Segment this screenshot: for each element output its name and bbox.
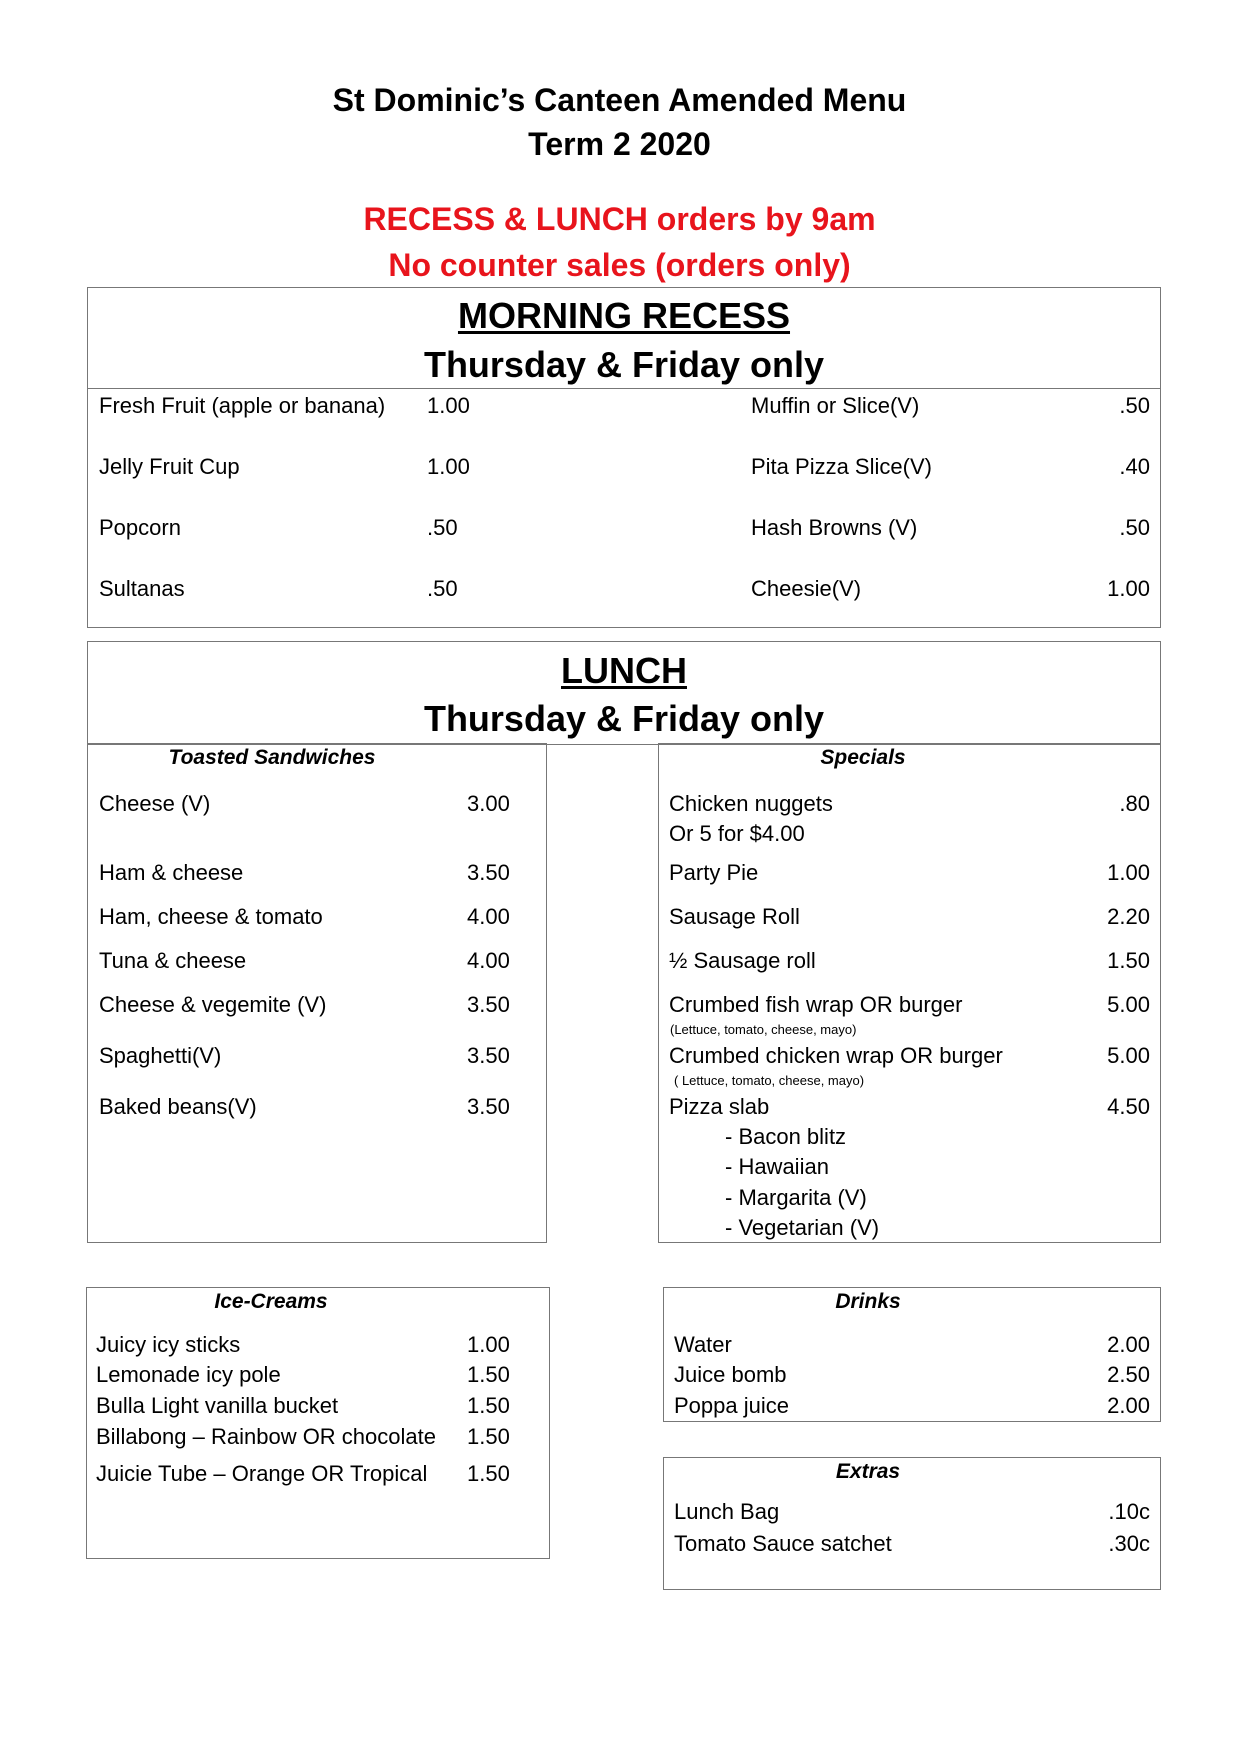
recess-price: 1.00 — [427, 454, 470, 479]
recess-price: 1.00 — [427, 393, 470, 418]
toasted-price: 4.00 — [467, 948, 510, 973]
counter-notice: No counter sales (orders only) — [388, 247, 851, 283]
icecream-price: 1.50 — [467, 1393, 510, 1418]
extra-price: .10c — [1108, 1499, 1150, 1524]
toasted-price: 3.50 — [467, 860, 510, 885]
order-notice: RECESS & LUNCH orders by 9am — [363, 201, 876, 237]
toasted-item: Ham & cheese — [99, 860, 244, 885]
specials-item: ½ Sausage roll — [669, 948, 816, 973]
recess-item: Hash Browns (V) — [751, 515, 918, 540]
drink-item: Poppa juice — [674, 1393, 789, 1418]
toasted-heading: Toasted Sandwiches — [168, 746, 376, 769]
toasted-item: Spaghetti(V) — [99, 1043, 222, 1068]
recess-item: Fresh Fruit (apple or banana) — [99, 393, 386, 418]
toasted-price: 4.00 — [467, 904, 510, 929]
extra-item: Lunch Bag — [674, 1499, 780, 1524]
specials-price: 4.50 — [1107, 1094, 1150, 1119]
icecream-item: Juicie Tube – Orange OR Tropical — [96, 1461, 428, 1486]
pizza-option: - Margarita (V) — [725, 1185, 867, 1210]
toasted-item: Ham, cheese & tomato — [99, 904, 323, 929]
recess-item: Pita Pizza Slice(V) — [751, 454, 932, 479]
drinks-heading: Drinks — [835, 1290, 901, 1313]
toasted-item: Baked beans(V) — [99, 1094, 257, 1119]
icecream-price: 1.00 — [467, 1332, 510, 1357]
specials-price: 5.00 — [1107, 992, 1150, 1017]
recess-item: Popcorn — [99, 515, 181, 540]
icecream-item: Lemonade icy pole — [96, 1362, 281, 1387]
drink-price: 2.50 — [1107, 1362, 1150, 1387]
specials-price: 2.20 — [1107, 904, 1150, 929]
recess-price: .50 — [427, 576, 458, 601]
toasted-price: 3.50 — [467, 992, 510, 1017]
drink-item: Juice bomb — [674, 1362, 787, 1387]
recess-item: Muffin or Slice(V) — [751, 393, 920, 418]
recess-price: .50 — [427, 515, 458, 540]
icecream-price: 1.50 — [467, 1424, 510, 1449]
specials-item-note: (Lettuce, tomato, cheese, mayo) — [670, 1022, 857, 1037]
icecream-item: Billabong – Rainbow OR chocolate — [96, 1424, 436, 1449]
recess-days: Thursday & Friday only — [423, 344, 825, 385]
toasted-item: Tuna & cheese — [99, 948, 247, 973]
lunch-title: LUNCH — [561, 650, 687, 691]
specials-item-note: ( Lettuce, tomato, cheese, mayo) — [674, 1073, 865, 1088]
specials-price: .80 — [1119, 791, 1150, 816]
specials-price: 5.00 — [1107, 1043, 1150, 1068]
specials-item: Crumbed fish wrap OR burger — [669, 992, 963, 1017]
pizza-option: - Vegetarian (V) — [725, 1215, 880, 1240]
specials-heading: Specials — [820, 746, 906, 769]
lunch-days: Thursday & Friday only — [423, 698, 825, 739]
specials-item: Sausage Roll — [669, 904, 800, 929]
recess-price: .50 — [1119, 515, 1150, 540]
icecreams-heading: Ice-Creams — [214, 1290, 328, 1313]
page-title: St Dominic’s Canteen Amended Menu — [332, 82, 907, 118]
toasted-price: 3.50 — [467, 1043, 510, 1068]
recess-item: Jelly Fruit Cup — [99, 454, 240, 479]
extra-item: Tomato Sauce satchet — [674, 1531, 892, 1556]
recess-price: .50 — [1119, 393, 1150, 418]
drink-item: Water — [674, 1332, 732, 1357]
drink-price: 2.00 — [1107, 1332, 1150, 1357]
specials-price: 1.00 — [1107, 860, 1150, 885]
specials-item: Party Pie — [669, 860, 759, 885]
specials-price: 1.50 — [1107, 948, 1150, 973]
extras-heading: Extras — [835, 1460, 901, 1483]
icecream-price: 1.50 — [467, 1362, 510, 1387]
specials-item: Chicken nuggets — [669, 791, 833, 816]
recess-price: .40 — [1119, 454, 1150, 479]
icecream-item: Juicy icy sticks — [96, 1332, 241, 1357]
toasted-price: 3.00 — [467, 791, 510, 816]
specials-item: Pizza slab — [669, 1094, 770, 1119]
pizza-option: - Hawaiian — [725, 1154, 829, 1179]
icecream-price: 1.50 — [467, 1461, 510, 1486]
pizza-option: - Bacon blitz — [725, 1124, 847, 1149]
recess-item: Cheesie(V) — [751, 576, 862, 601]
toasted-item: Cheese (V) — [99, 791, 211, 816]
toasted-item: Cheese & vegemite (V) — [99, 992, 327, 1017]
toasted-price: 3.50 — [467, 1094, 510, 1119]
specials-item: Crumbed chicken wrap OR burger — [669, 1043, 1003, 1068]
icecream-item: Bulla Light vanilla bucket — [96, 1393, 339, 1418]
recess-item: Sultanas — [99, 576, 185, 601]
recess-price: 1.00 — [1107, 576, 1150, 601]
extra-price: .30c — [1108, 1531, 1150, 1556]
page-term: Term 2 2020 — [528, 126, 711, 162]
drink-price: 2.00 — [1107, 1393, 1150, 1418]
specials-item-sub: Or 5 for $4.00 — [669, 821, 805, 846]
recess-title: MORNING RECESS — [457, 295, 791, 336]
